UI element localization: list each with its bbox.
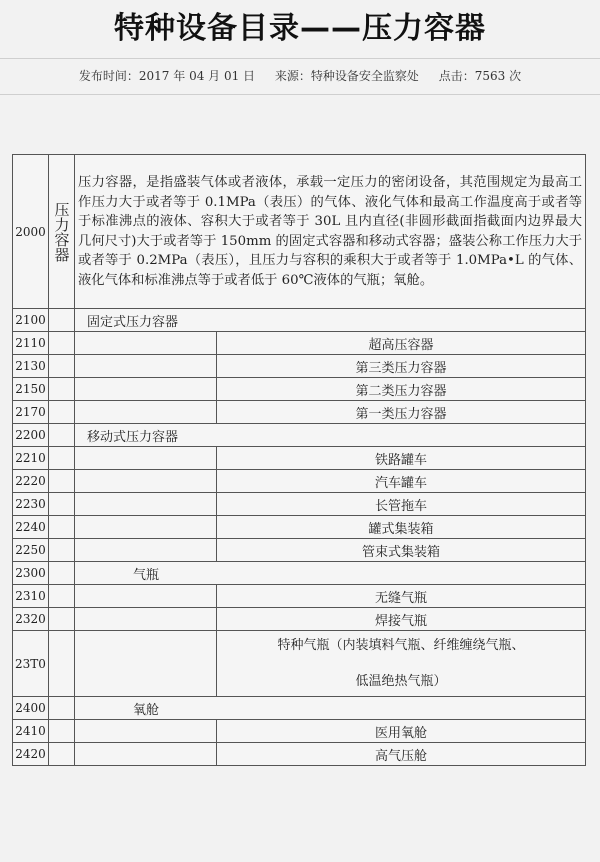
row-code: 2150 xyxy=(13,378,49,401)
row-code: 2410 xyxy=(13,720,49,743)
source: 来源：特种设备安全监察处 xyxy=(274,69,419,83)
empty-cell xyxy=(75,608,217,631)
table-row xyxy=(13,447,586,470)
table-row xyxy=(13,309,586,332)
table-row xyxy=(13,585,586,608)
table-row xyxy=(13,355,586,378)
row-subcategory-line1: 特种气瓶（内装填料气瓶、纤维缠绕气瓶、 xyxy=(277,637,525,653)
row-code: 2170 xyxy=(13,401,49,424)
category-description: 压力容器，是指盛装气体或者液体，承载一定压力的密闭设备，其范围规定为最高工作压力大于或者等于 0.1MPa（表压）的气体、液化气体和最高工作温度高于或者等于标准沸点的液体、容积大于或者等于 30L 且内直径(非圆形截面指截面内边界最大几何尺寸)大于或者等于 150mm 的固定式容器和移动式容器；盛装公称工作压力大于或者等于 0.2MPa（表压），且压力与容积的乘积大于或者等于 1.0MPa•L 的气体、液化气体和标准沸点等于或者低于 60℃液体的气瓶；氧舱。 xyxy=(75,155,586,309)
empty-cell xyxy=(49,470,75,493)
row-category: 移动式压力容器 xyxy=(75,424,586,447)
row-code: 2230 xyxy=(13,493,49,516)
article-meta xyxy=(0,62,600,90)
page-title: 特种设备目录——压力容器 xyxy=(114,11,486,46)
empty-cell xyxy=(49,332,75,355)
row-subcategory: 超高压容器 xyxy=(217,332,586,355)
row-subcategory: 第一类压力容器 xyxy=(217,401,586,424)
row-subcategory: 无缝气瓶 xyxy=(217,585,586,608)
category-name-vertical: 压力容器 xyxy=(52,201,71,262)
row-category: 氧舱 xyxy=(75,697,586,720)
empty-cell xyxy=(75,631,217,697)
row-subcategory: 高气压舱 xyxy=(217,743,586,766)
divider xyxy=(0,94,600,95)
empty-cell xyxy=(75,355,217,378)
empty-cell xyxy=(75,539,217,562)
row-subcategory: 管束式集装箱 xyxy=(217,539,586,562)
empty-cell xyxy=(49,401,75,424)
empty-cell xyxy=(49,378,75,401)
table-row xyxy=(13,378,586,401)
row-subcategory: 第二类压力容器 xyxy=(217,378,586,401)
divider xyxy=(0,58,600,59)
row-code: 2310 xyxy=(13,585,49,608)
empty-cell xyxy=(49,516,75,539)
publish-date: 发布时间：2017 年 04 月 01 日 xyxy=(78,69,256,83)
empty-cell xyxy=(49,309,75,332)
empty-cell xyxy=(49,585,75,608)
table-row xyxy=(13,743,586,766)
row-code: 2210 xyxy=(13,447,49,470)
row-subcategory-line2: 低温绝热气瓶） xyxy=(355,673,447,689)
empty-cell xyxy=(49,608,75,631)
empty-cell xyxy=(49,424,75,447)
empty-cell xyxy=(49,493,75,516)
empty-cell xyxy=(49,697,75,720)
row-category: 固定式压力容器 xyxy=(75,309,586,332)
row-code: 2300 xyxy=(13,562,49,585)
empty-cell xyxy=(49,743,75,766)
category-name xyxy=(49,155,75,309)
category-code: 2000 xyxy=(13,155,49,309)
empty-cell xyxy=(49,562,75,585)
table-row xyxy=(13,424,586,447)
empty-cell xyxy=(49,539,75,562)
empty-cell xyxy=(75,447,217,470)
row-code: 23T0 xyxy=(13,631,49,697)
empty-cell xyxy=(75,720,217,743)
empty-cell xyxy=(49,720,75,743)
table-row xyxy=(13,608,586,631)
table-row xyxy=(13,631,586,697)
table-row xyxy=(13,562,586,585)
empty-cell xyxy=(75,493,217,516)
row-subcategory: 铁路罐车 xyxy=(217,447,586,470)
row-code: 2110 xyxy=(13,332,49,355)
empty-cell xyxy=(75,585,217,608)
table-row xyxy=(13,720,586,743)
row-code: 2130 xyxy=(13,355,49,378)
empty-cell xyxy=(75,743,217,766)
empty-cell xyxy=(75,401,217,424)
row-code: 2200 xyxy=(13,424,49,447)
table-row xyxy=(13,401,586,424)
empty-cell xyxy=(49,355,75,378)
table-row xyxy=(13,539,586,562)
empty-cell xyxy=(75,516,217,539)
empty-cell xyxy=(49,631,75,697)
row-subcategory: 医用氧舱 xyxy=(217,720,586,743)
empty-cell xyxy=(75,378,217,401)
row-code: 2240 xyxy=(13,516,49,539)
equipment-catalog-table xyxy=(12,154,586,766)
row-category: 气瓶 xyxy=(75,562,586,585)
empty-cell xyxy=(75,470,217,493)
row-subcategory: 第三类压力容器 xyxy=(217,355,586,378)
table-row xyxy=(13,516,586,539)
row-code: 2320 xyxy=(13,608,49,631)
click-count: 点击：7563 次 xyxy=(438,69,522,83)
row-code: 2100 xyxy=(13,309,49,332)
table-row xyxy=(13,697,586,720)
table-row xyxy=(13,332,586,355)
row-subcategory: 焊接气瓶 xyxy=(217,608,586,631)
empty-cell xyxy=(75,332,217,355)
table-row xyxy=(13,493,586,516)
row-code: 2220 xyxy=(13,470,49,493)
row-code: 2420 xyxy=(13,743,49,766)
empty-cell xyxy=(49,447,75,470)
table-row xyxy=(13,155,586,309)
row-code: 2400 xyxy=(13,697,49,720)
row-subcategory: 汽车罐车 xyxy=(217,470,586,493)
row-subcategory: 长管拖车 xyxy=(217,493,586,516)
row-subcategory xyxy=(217,631,586,697)
table-row xyxy=(13,470,586,493)
row-code: 2250 xyxy=(13,539,49,562)
row-subcategory: 罐式集装箱 xyxy=(217,516,586,539)
